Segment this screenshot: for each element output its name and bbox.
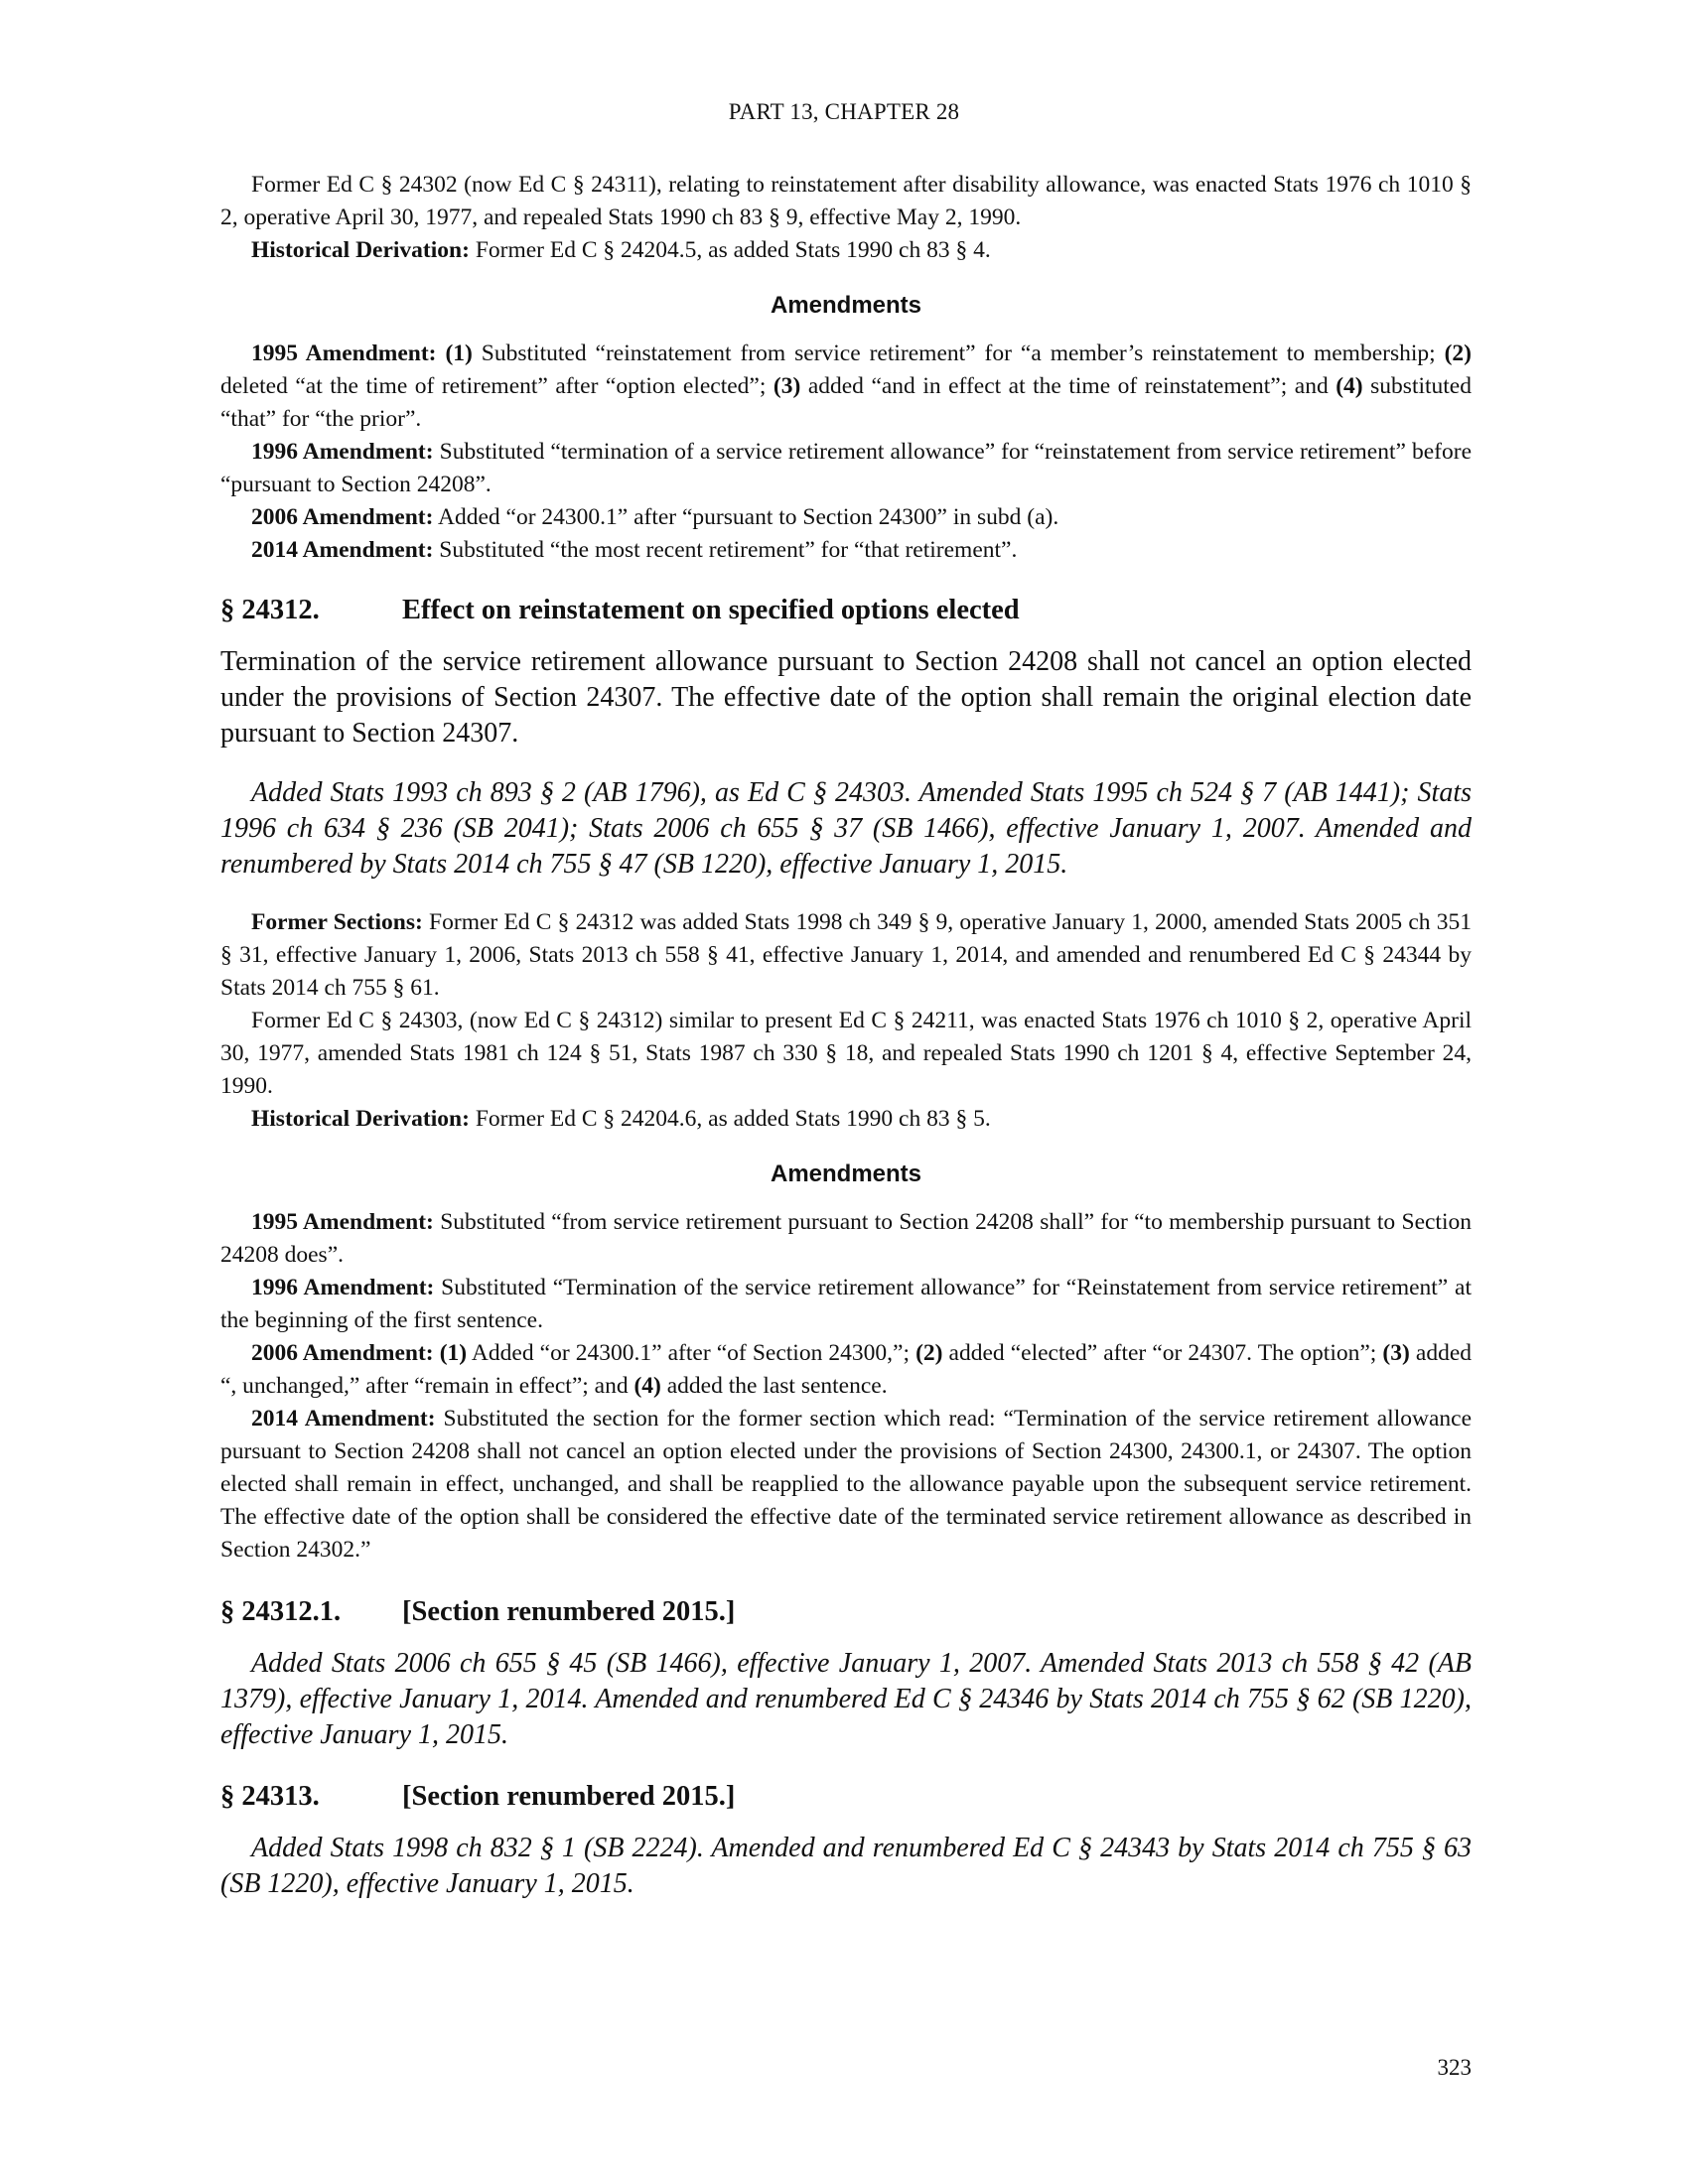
amendment-2006: 2006 Amendment: Added “or 24300.1” after “pursuant to Section 24300” in subd (a). xyxy=(251,504,1059,530)
section-heading-24312-1: § 24312.1. [Section renumbered 2015.] xyxy=(220,1596,736,1627)
amendment-1996-b: 1996 Amendment: Substituted “Termination of the service retirement allowance” for “Reinstatement from service retirement” at the beginning of the first sentence. xyxy=(220,1275,1473,1333)
page-content xyxy=(220,169,1472,1902)
section-heading-24312: § 24312. Effect on reinstatement on specified options elected xyxy=(220,595,1020,625)
amendment-2006-b: 2006 Amendment: (1) Added “or 24300.1” after “of Section 24300,”; (2) added “elected” after “or 24307. The option”; (3) added “, unchanged,” after “remain in effect”; and (4) added the last sentence. xyxy=(220,1340,1473,1399)
amendment-1995-b: 1995 Amendment: Substituted “from service retirement pursuant to Section 24208 shall” for “to membership pursuant to Section 24208 does”. xyxy=(220,1209,1472,1268)
historical-derivation-note-2: Historical Derivation: Former Ed C § 24204.6, as added Stats 1990 ch 83 § 5. xyxy=(251,1106,991,1132)
running-head: PART 13, CHAPTER 28 xyxy=(728,99,960,124)
former-sections-note: Former Sections: Former Ed C § 24312 was added Stats 1998 ch 349 § 9, operative January 1, 2000, amended Stats 2005 ch 351 § 31, effective January 1, 2006, Stats 2013 ch 558 § 41, effective January 1, 2014, and amended and renumbered Ed C § 24344 by Stats 2014 ch 755 § 61. xyxy=(220,909,1473,1001)
amendment-2014: 2014 Amendment: Substituted “the most recent retirement” for “that retirement”. xyxy=(251,537,1018,563)
former-section-note: Former Ed C § 24302 (now Ed C § 24311), relating to reinstatement after disability allowance, was enacted Stats 1976 ch 1010 § 2, operative April 30, 1977, and repealed Stats 1990 ch 83 § 9, effective May 2, 1990. xyxy=(220,172,1472,230)
amendment-1995: 1995 Amendment: (1) Substituted “reinstatement from service retirement” for “a member’s reinstatement to membership; (2) deleted “at the time of retirement” after “option elected”; (3) added “and in effect at the time of reinstatement”; and (4) substituted “that” for “the prior”. xyxy=(220,341,1473,432)
historical-derivation-note: Historical Derivation: Former Ed C § 24204.5, as added Stats 1990 ch 83 § 4. xyxy=(251,237,991,263)
section-history-24312-1: Added Stats 2006 ch 655 § 45 (SB 1466), effective January 1, 2007. Amended Stats 2013 ch 558 § 42 (AB 1379), effective January 1, 2014. Amended and renumbered Ed C § 24346 by Stats 2014 ch 755 § 62 (SB 1220), effective January 1, 2015. xyxy=(220,1648,1472,1750)
section-history-24312: Added Stats 1993 ch 893 § 2 (AB 1796), as Ed C § 24303. Amended Stats 1995 ch 524 § 7 (AB 1441); Stats 1996 ch 634 § 236 (SB 2041); Stats 2006 ch 655 § 37 (SB 1466), effective January 1, 2007. Amended and renumbered by Stats 2014 ch 755 § 47 (SB 1220), effective January 1, 2015. xyxy=(220,777,1472,880)
page-number: 323 xyxy=(1437,2055,1472,2080)
section-history-24313: Added Stats 1998 ch 832 § 1 (SB 2224). Amended and renumbered Ed C § 24343 by Stats 2014 ch 755 § 63 (SB 1220), effective January 1, 2015. xyxy=(220,1833,1472,1899)
amendment-2014-b: 2014 Amendment: Substituted the section for the former section which read: “Termination of the service retirement allowance pursuant to Section 24208 shall not cancel an option elected under the provisions of Section 24300, 24300.1, or 24307. The option elected shall remain in effect, unchanged, and shall be reapplied to the allowance payable upon the subsequent service retirement. The effective date of the option shall be considered the effective date of the terminated service retirement allowance as described in Section 24302.” xyxy=(220,1406,1472,1563)
amendments-heading-2: Amendments xyxy=(770,1160,922,1187)
former-sections-note-2: Former Ed C § 24303, (now Ed C § 24312) similar to present Ed C § 24211, was enacted Stats 1976 ch 1010 § 2, operative April 30, 1977, amended Stats 1981 ch 124 § 51, Stats 1987 ch 330 § 18, and repealed Stats 1990 ch 1201 § 4, effective September 24, 1990. xyxy=(220,1008,1472,1099)
amendments-heading: Amendments xyxy=(770,292,922,319)
section-body-24312: Termination of the service retirement allowance pursuant to Section 24208 shall not cancel an option elected under the provisions of Section 24307. The effective date of the option shall remain the original election date pursuant to Section 24307. xyxy=(220,646,1472,749)
historical-derivation-label: Historical Derivation: xyxy=(251,237,470,263)
section-heading-24313: § 24313. [Section renumbered 2015.] xyxy=(220,1781,736,1812)
amendment-1996: 1996 Amendment: Substituted “termination of a service retirement allowance” for “reinstatement from service retirement” before “pursuant to Section 24208”. xyxy=(220,439,1472,497)
